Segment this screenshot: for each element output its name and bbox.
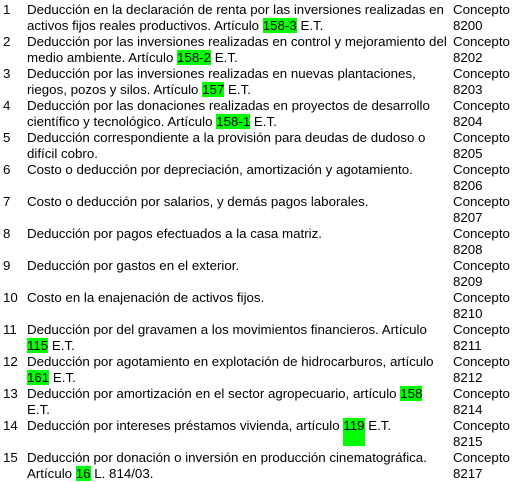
description-text: E.T. bbox=[296, 18, 324, 33]
concept-number: 8206 bbox=[453, 178, 483, 193]
article-reference-highlight: 157 bbox=[202, 82, 225, 97]
concept-number: 8217 bbox=[453, 466, 483, 481]
concept-label: Concepto bbox=[453, 2, 510, 17]
row-number: 9 bbox=[3, 258, 11, 273]
row-description bbox=[27, 2, 447, 34]
description-text: E.T. bbox=[211, 50, 238, 65]
description-text: Costo en la enajenación de activos fijos. bbox=[27, 290, 265, 305]
concept-number: 8209 bbox=[453, 274, 483, 289]
concept-label: Concepto bbox=[453, 418, 510, 433]
row-description bbox=[27, 258, 447, 274]
concept-code bbox=[453, 450, 519, 482]
row-description bbox=[27, 418, 447, 446]
concept-code bbox=[453, 34, 519, 66]
concept-label: Concepto bbox=[453, 386, 510, 401]
row-number: 7 bbox=[3, 194, 11, 209]
row-number: 6 bbox=[3, 162, 11, 177]
description-text: E.T. bbox=[364, 418, 392, 433]
concept-label: Concepto bbox=[453, 226, 510, 241]
row-number: 13 bbox=[3, 386, 18, 401]
description-text: Deducción por las inversiones realizadas en control y mejoramiento del medio ambiente. Artículo bbox=[27, 34, 447, 65]
concept-label: Concepto bbox=[453, 130, 510, 145]
concept-label: Concepto bbox=[453, 354, 510, 369]
row-description bbox=[27, 322, 447, 354]
description-text: E.T. bbox=[49, 370, 76, 385]
description-text: Deducción correspondiente a la provisión para deudas de dudoso o difícil cobro. bbox=[27, 130, 426, 161]
row-description bbox=[27, 386, 447, 418]
concept-number: 8200 bbox=[453, 18, 483, 33]
concept-label: Concepto bbox=[453, 322, 510, 337]
row-number: 11 bbox=[3, 322, 17, 337]
concept-code bbox=[453, 194, 519, 226]
concept-label: Concepto bbox=[453, 450, 510, 465]
description-text: E.T. bbox=[27, 402, 50, 417]
concept-code bbox=[453, 418, 519, 450]
concept-number: 8205 bbox=[453, 146, 483, 161]
description-text: E.T. bbox=[48, 338, 75, 353]
concept-code bbox=[453, 354, 519, 386]
description-text: Deducción por pagos efectuados a la casa matriz. bbox=[27, 226, 322, 241]
article-reference-highlight: 119 bbox=[343, 418, 364, 446]
concept-label: Concepto bbox=[453, 162, 510, 177]
concept-code bbox=[453, 322, 519, 354]
concept-code bbox=[453, 130, 519, 162]
description-text: L. 814/03. bbox=[90, 466, 154, 481]
concept-number: 8208 bbox=[453, 242, 483, 257]
description-text: Deducción por las inversiones realizadas en nuevas plantaciones, riegos, pozos y silos. Artículo bbox=[27, 66, 416, 97]
row-number: 8 bbox=[3, 226, 11, 241]
concept-code bbox=[453, 386, 519, 418]
concept-number: 8204 bbox=[453, 114, 483, 129]
concept-label: Concepto bbox=[453, 34, 510, 49]
description-text: Deducción por amortización en el sector agropecuario, artículo bbox=[27, 386, 401, 401]
article-reference-highlight: 158-3 bbox=[262, 18, 297, 33]
description-text: E.T. bbox=[224, 82, 251, 97]
article-reference-highlight: 161 bbox=[27, 370, 50, 385]
description-text: Deducción por agotamiento en explotación de hidrocarburos, artículo bbox=[27, 354, 434, 369]
description-text: Deducción por del gravamen a los movimientos financieros. Artículo bbox=[27, 322, 427, 337]
description-text: Deducción en la declaración de renta por las inversiones realizadas en activos fijos reales productivos. Artículo bbox=[27, 2, 444, 33]
row-number: 15 bbox=[3, 450, 18, 465]
row-number: 1 bbox=[3, 2, 11, 17]
row-number: 4 bbox=[3, 98, 11, 113]
description-text: Costo o deducción por salarios, y demás pagos laborales. bbox=[27, 194, 369, 209]
concept-code bbox=[453, 258, 519, 290]
concept-label: Concepto bbox=[453, 194, 510, 209]
row-number: 2 bbox=[3, 34, 11, 49]
article-reference-highlight: 158-2 bbox=[177, 50, 212, 65]
concept-number: 8212 bbox=[453, 370, 483, 385]
row-description bbox=[27, 450, 447, 482]
row-description bbox=[27, 162, 447, 178]
row-number: 10 bbox=[3, 290, 18, 305]
description-text: Deducción por donación o inversión en producción cinematográfica. Artículo bbox=[27, 450, 427, 481]
article-reference-highlight: 16 bbox=[75, 466, 91, 481]
concept-number: 8211 bbox=[453, 338, 482, 353]
concept-number: 8207 bbox=[453, 210, 483, 225]
concept-number: 8214 bbox=[453, 402, 483, 417]
row-description bbox=[27, 98, 447, 130]
concept-code bbox=[453, 98, 519, 130]
concept-label: Concepto bbox=[453, 290, 510, 305]
row-number: 12 bbox=[3, 354, 18, 369]
description-text: Costo o deducción por depreciación, amortización y agotamiento. bbox=[27, 162, 413, 177]
row-number: 14 bbox=[3, 418, 18, 433]
row-description bbox=[27, 290, 447, 306]
concept-code bbox=[453, 2, 519, 34]
concept-label: Concepto bbox=[453, 98, 510, 113]
concept-label: Concepto bbox=[453, 258, 510, 273]
row-description bbox=[27, 130, 447, 162]
concept-code bbox=[453, 226, 519, 258]
row-description bbox=[27, 354, 447, 386]
row-number: 5 bbox=[3, 130, 11, 145]
concept-number: 8215 bbox=[453, 434, 483, 449]
row-number: 3 bbox=[3, 66, 11, 81]
description-text: Deducción por intereses préstamos vivienda, artículo bbox=[27, 418, 344, 433]
description-text: E.T. bbox=[250, 114, 277, 129]
row-description bbox=[27, 194, 447, 210]
concept-label: Concepto bbox=[453, 66, 510, 81]
article-reference-highlight: 158-1 bbox=[216, 114, 251, 129]
description-text: Deducción por las donaciones realizadas en proyectos de desarrollo científico y tecnológico. Artículo bbox=[27, 98, 430, 129]
row-description bbox=[27, 66, 447, 98]
concept-number: 8210 bbox=[453, 306, 483, 321]
concept-number: 8202 bbox=[453, 50, 483, 65]
row-description bbox=[27, 226, 447, 242]
concept-code bbox=[453, 162, 519, 194]
description-text: Deducción por gastos en el exterior. bbox=[27, 258, 240, 273]
concept-code bbox=[453, 66, 519, 98]
row-description bbox=[27, 34, 447, 66]
concept-code bbox=[453, 290, 519, 322]
concept-number: 8203 bbox=[453, 82, 483, 97]
article-reference-highlight: 115 bbox=[27, 338, 49, 353]
article-reference-highlight: 158 bbox=[400, 386, 423, 401]
